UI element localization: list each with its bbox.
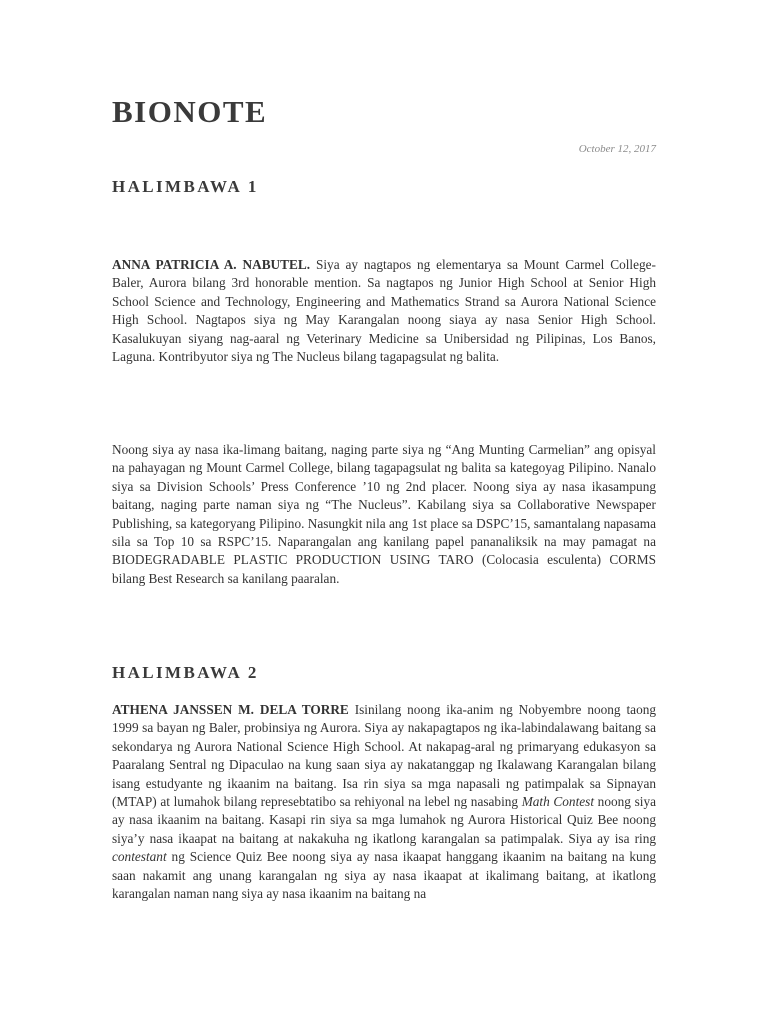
example-2-name: ATHENA JANSSEN M. DELA TORRE [112,702,349,717]
example-1-paragraph-1-text: Siya ay nagtapos ng elementarya sa Mount Carmel College-Baler, Aurora bilang 3rd honorable mention. Sa nagtapos ng Junior High School at Senior High School Science and Technology, Engineering and Mathematics Strand sa Aurora National Science High School. Nagtapos siya ng May Karangalan noong siaya ay nasa Senior High School. Kasalukuyan siyang nag-aaral ng Veterinary Medicine sa Unibersidad ng Pilipinas, Los Banos, Laguna. Kontribyutor siya ng The Nucleus bilang tagapagsulat ng balita. [112,257,656,365]
example-1-heading: HALIMBAWA 1 [112,177,259,196]
example-2-text-a: Isinilang noong ika-anim ng Nobyembre noong taong 1999 sa bayan ng Baler, probinsiya ng Aurora. Siya ay nakapagtapos ng ika-labindalawang baitang sa sekondarya ng Aurora National Science High School. At nakapag-aral ng primaryang edukasyon sa Paaralang Sentral ng Dipaculao na kung saan siya ay nakatanggap ng Ikalawang Karangalan bilang isang estudyante ng ikaanim na baitang. Isa rin siya sa mga napasali ng patimpalak sa Sipnayan (MTAP) at lumahok bilang represebtatibo sa rehiyonal na lebel ng nasabing [112,702,657,810]
example-2-italic-contestant: contestant [112,849,167,865]
page-title: BIONOTE [112,94,268,129]
example-2-italic-math-contest: Math Contest [521,794,595,810]
example-2-heading: HALIMBAWA 2 [112,663,259,682]
example-2-text-c: ng Science Quiz Bee noong siya ay nasa ikaapat hanggang ikaanim na baitang na kung saan nakamit ang unang karangalan ng siya ay nasa ikaapat at ikalimang baitang, at ikatlong karangalan naman nang siya ay nasa ikaanim na baitang na [112,849,656,902]
example-1-paragraph-1 [112,256,656,366]
example-2-paragraph [112,701,656,903]
example-1-name: ANNA PATRICIA A. NABUTEL. [112,257,311,272]
example-1-paragraph-2: Noong siya ay nasa ika-limang baitang, naging parte siya ng “Ang Munting Carmelian” ang opisyal na pahayagan ng Mount Carmel College, bilang tagapagsulat ng balita sa kategoyag Pilipino. Nanalo siya sa Division Schools’ Press Conference ’10 ng 2nd placer. Noong siya ay nasa ikasampung baitang, naging parte naman siya ng “The Nucleus”. Kabilang siya sa Collaborative Newspaper Publishing, sa kategoryang Pilipino. Nasungkit nila ang 1st place sa DSPC’15, samantalang napasama sila sa Top 10 sa RSPC’15. Naparangalan ang kanilang papel pananaliksik na may pamagat na BIODEGRADABLE PLASTIC PRODUCTION USING TARO (Colocasia esculenta) CORMS bilang Best Research sa kanilang paaralan. [112,442,656,586]
post-date: October 12, 2017 [578,143,656,155]
example-2-text-b: noong siya ay nasa ikaanim na baitang. Kasapi rin siya sa mga lumahok ng Aurora Historical Quiz Bee noong siya’y nasa ikaapat na baitang at nakakuha ng ikatlong karangalan sa patimpalak. Siya ay isa ring [112,794,656,846]
